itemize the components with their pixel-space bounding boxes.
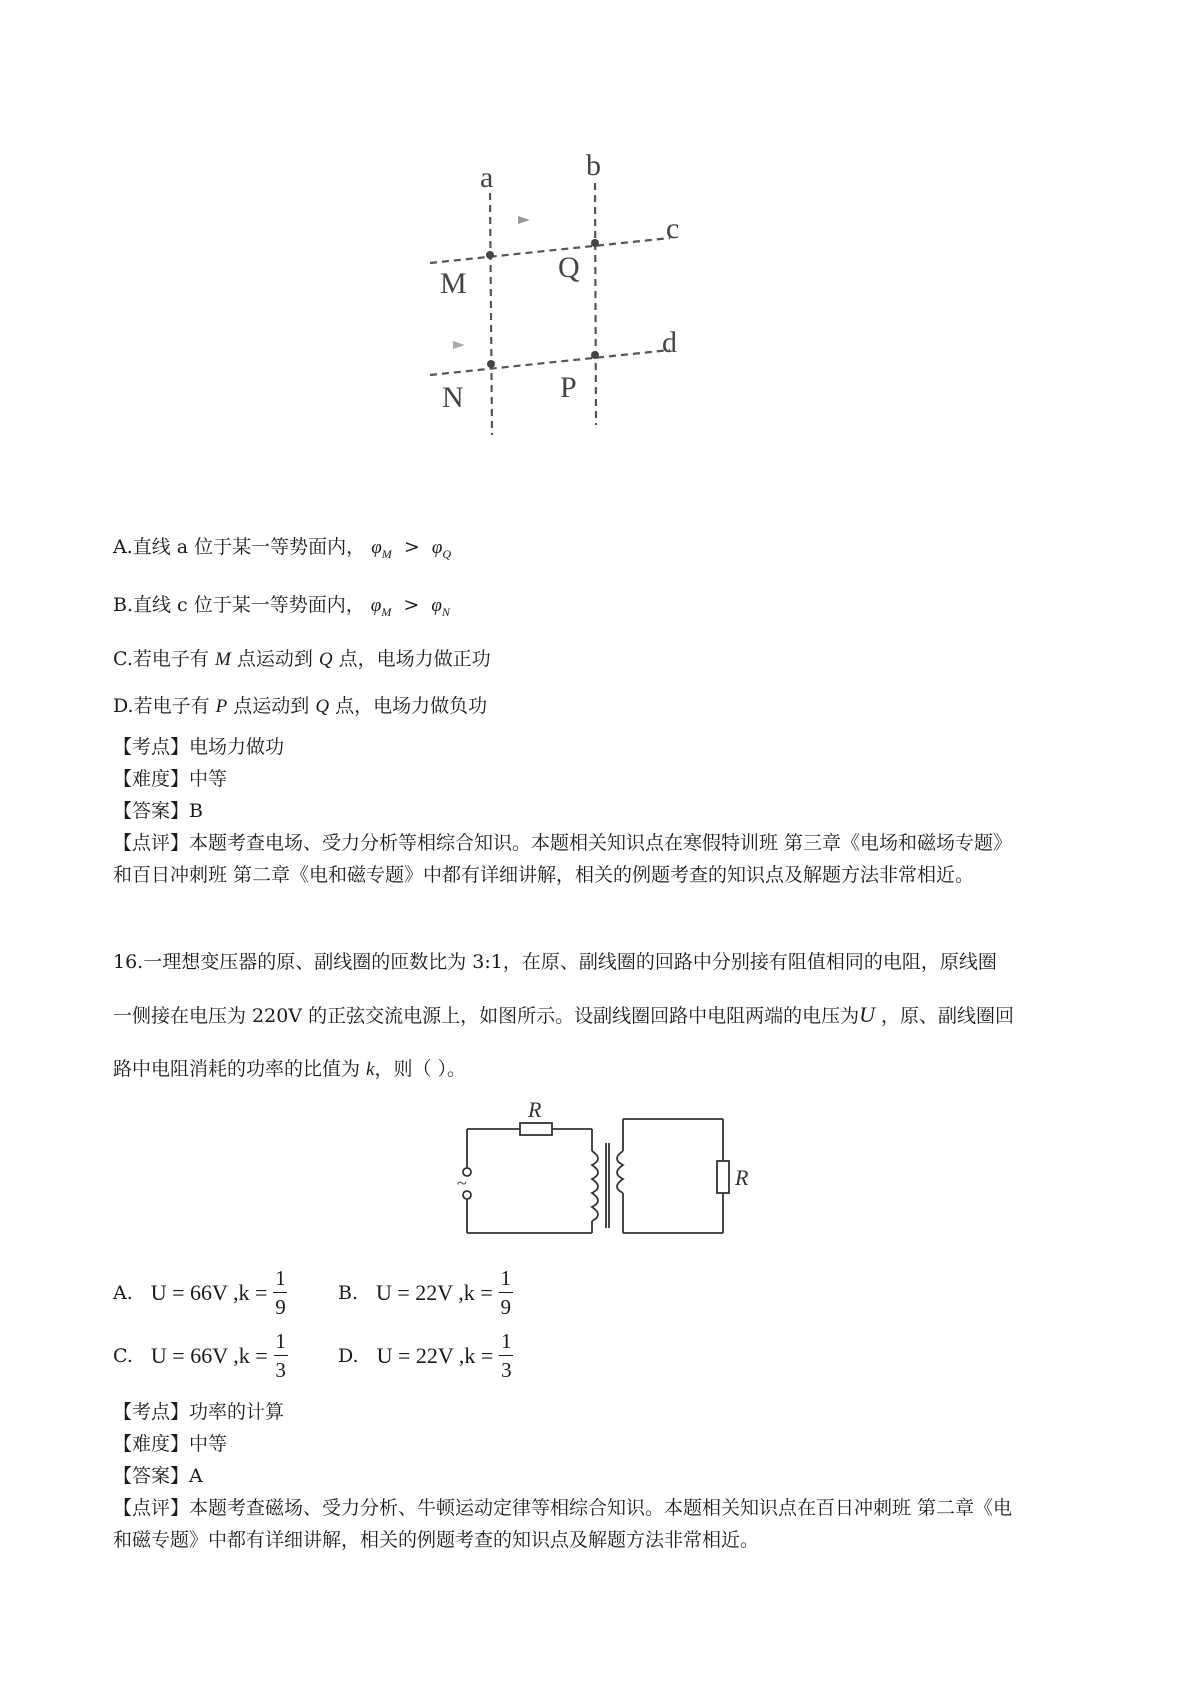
q15-nandu: 【难度】中等 bbox=[113, 768, 228, 790]
circuit-ac-source-symbol: ~ bbox=[457, 1173, 467, 1193]
equipotential-figure bbox=[430, 145, 750, 475]
q15-option-c: C.若电子有 M 点运动到 Q 点，电场力做正功 bbox=[113, 648, 491, 670]
fig1-label-P: P bbox=[560, 371, 577, 404]
fig1-label-a: a bbox=[480, 161, 494, 194]
q16-option-b: B. U = 22V ,k = $\frac{1}{9}$ bbox=[338, 1266, 511, 1319]
q15-dianping-2: 和百日冲刺班 第二章《电和磁专题》中都有详细讲解，相关的例题考查的知识点及解题方法非常相近。 bbox=[113, 864, 975, 886]
q15-option-d: D.若电子有 P 点运动到 Q 点，电场力做负功 bbox=[113, 695, 488, 717]
fig1-label-Q: Q bbox=[558, 251, 580, 284]
q16-dianping-1: 【点评】本题考查磁场、受力分析、牛顿运动定律等相综合知识。本题相关知识点在百日冲刺班 第二章《电 bbox=[113, 1497, 1013, 1519]
q15-option-a: A.直线 a 位于某一等势面内， $\varphi_M > \varphi_Q$ bbox=[113, 536, 452, 561]
fig1-label-c: c bbox=[666, 212, 680, 245]
q16-option-d: D. U = 22V ,k = $\frac{1}{3}$ bbox=[338, 1329, 512, 1382]
q16-stem-line-1: 16.一理想变压器的原、副线圈的匝数比为 3:1，在原、副线圈的回路中分别接有阻值相同的电阻，原线圈 bbox=[113, 951, 997, 973]
q16-option-c: C. U = 66V ,k = $\frac{1}{3}$ bbox=[113, 1329, 286, 1382]
q16-daan: 【答案】A bbox=[113, 1465, 203, 1487]
q16-nandu: 【难度】中等 bbox=[113, 1433, 228, 1455]
q16-stem-line-3: 路中电阻消耗的功率的比值为 k，则（ ）。 bbox=[113, 1058, 467, 1080]
q15-option-b: B.直线 c 位于某一等势面内， $\varphi_M > \varphi_N$ bbox=[113, 594, 450, 619]
fig1-label-d: d bbox=[662, 326, 677, 359]
circuit-resistor-right-label: R bbox=[735, 1165, 749, 1190]
fig1-label-N: N bbox=[442, 381, 464, 414]
fig1-label-M: M bbox=[440, 267, 467, 300]
q16-dianping-2: 和磁专题》中都有详细讲解，相关的例题考查的知识点及解题方法非常相近。 bbox=[113, 1529, 760, 1551]
q15-daan: 【答案】B bbox=[113, 800, 203, 822]
circuit-resistor-top-label: R bbox=[528, 1097, 542, 1122]
q16-option-a: A. U = 66V ,k = $\frac{1}{9}$ bbox=[113, 1266, 286, 1319]
q16-stem-line-2: 一侧接在电压为 220V 的正弦交流电源上，如图所示。设副线圈回路中电阻两端的电压为U ，原、副线圈回 bbox=[113, 1002, 1015, 1027]
q15-dianping-1: 【点评】本题考查电场、受力分析等相综合知识。本题相关知识点在寒假特训班 第三章《电场和磁场专题》 bbox=[113, 832, 1013, 854]
q16-kaodian: 【考点】功率的计算 bbox=[113, 1401, 285, 1423]
fig1-label-b: b bbox=[586, 149, 601, 182]
transformer-circuit bbox=[455, 1093, 755, 1243]
q15-kaodian: 【考点】电场力做功 bbox=[113, 736, 285, 758]
